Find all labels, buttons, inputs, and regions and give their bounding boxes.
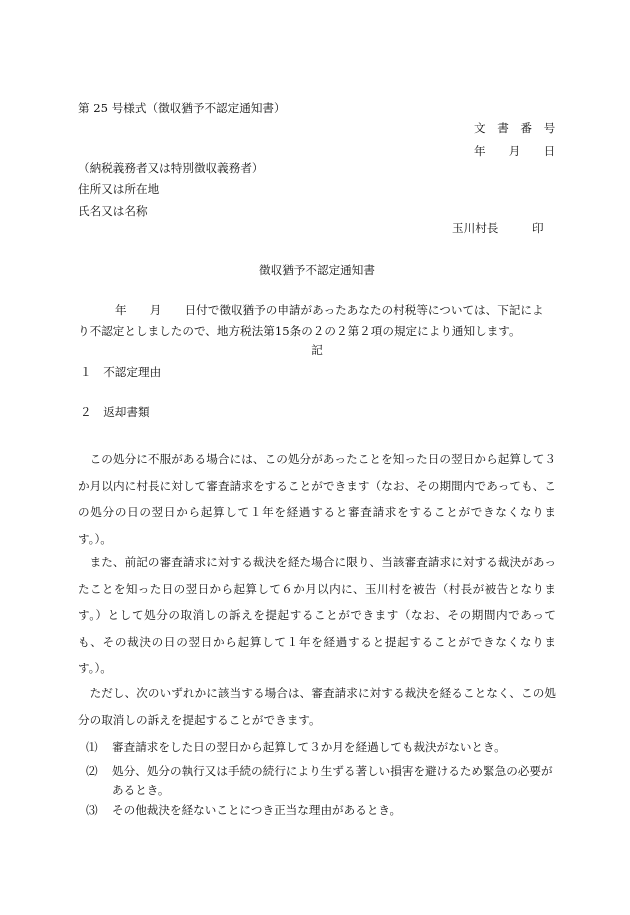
- document-number-label: 文 書 番 号: [474, 121, 556, 135]
- exception-item: [86, 738, 558, 757]
- issuer-name: 玉川村長: [452, 221, 499, 235]
- ki-heading: 記: [311, 343, 323, 357]
- addressee-name: 氏名又は名称: [78, 204, 148, 218]
- seal-mark: 印: [532, 221, 544, 235]
- date-label: 年 月 日: [474, 144, 556, 158]
- exception-number: ⑴: [86, 740, 98, 754]
- notice-paragraph-3: ただし、次のいずれかに該当する場合は、審査請求に対する裁決を経ることなく、この処分の取消しの訴えを提起することができます。: [78, 686, 556, 727]
- exception-item: [86, 762, 558, 800]
- form-title: 第 25 号様式（徴収猶予不認定通知書）: [78, 101, 286, 115]
- exception-item: [86, 801, 558, 820]
- notice-paragraph-2: また、前記の審査請求に対する裁決を経た場合に限り、当該審査請求に対する裁決があったことを知った日の翌日から起算して６か月以内に、玉川村を被告（村長が被告となります。）として処分の取消しの訴えを提起することができます（なお、その期間内であっても、その裁決の日の翌日から起算して１年を経過すると提起することができなくなります。）。: [78, 555, 556, 675]
- intro-line-1: 年 月 日付で徴収猶予の申請があったあなたの村税等については、下記によ: [115, 303, 544, 317]
- exception-text: その他裁決を経ないことにつき正当な理由があるとき。: [112, 803, 402, 817]
- exception-text: 処分、処分の執行又は手続の続行により生ずる著しい損害を避けるため緊急の必要があるとき。: [112, 764, 553, 797]
- notice-paragraph-1: この処分に不服がある場合には、この処分があったことを知った日の翌日から起算して３か月以内に村長に対して審査請求をすることができます（なお、その期間内であっても、この処分の日の翌日から起算して１年を経過すると審査請求をすることができなくなります。）。: [78, 452, 556, 546]
- addressee-address: 住所又は所在地: [78, 182, 160, 196]
- intro-line-2: り不認定としましたので、地方税法第15条の２の２第２項の規定により通知します。: [78, 324, 521, 338]
- exception-number: ⑵: [86, 764, 98, 778]
- addressee-type: （納税義務者又は特別徴収義務者）: [78, 161, 264, 175]
- document-title: 徴収猶予不認定通知書: [259, 263, 375, 277]
- section-reason: １ 不認定理由: [80, 365, 162, 379]
- section-returned-documents: ２ 返却書類: [80, 405, 150, 419]
- exception-number: ⑶: [86, 803, 98, 817]
- exception-text: 審査請求をした日の翌日から起算して３か月を経過しても裁決がないとき。: [112, 740, 506, 754]
